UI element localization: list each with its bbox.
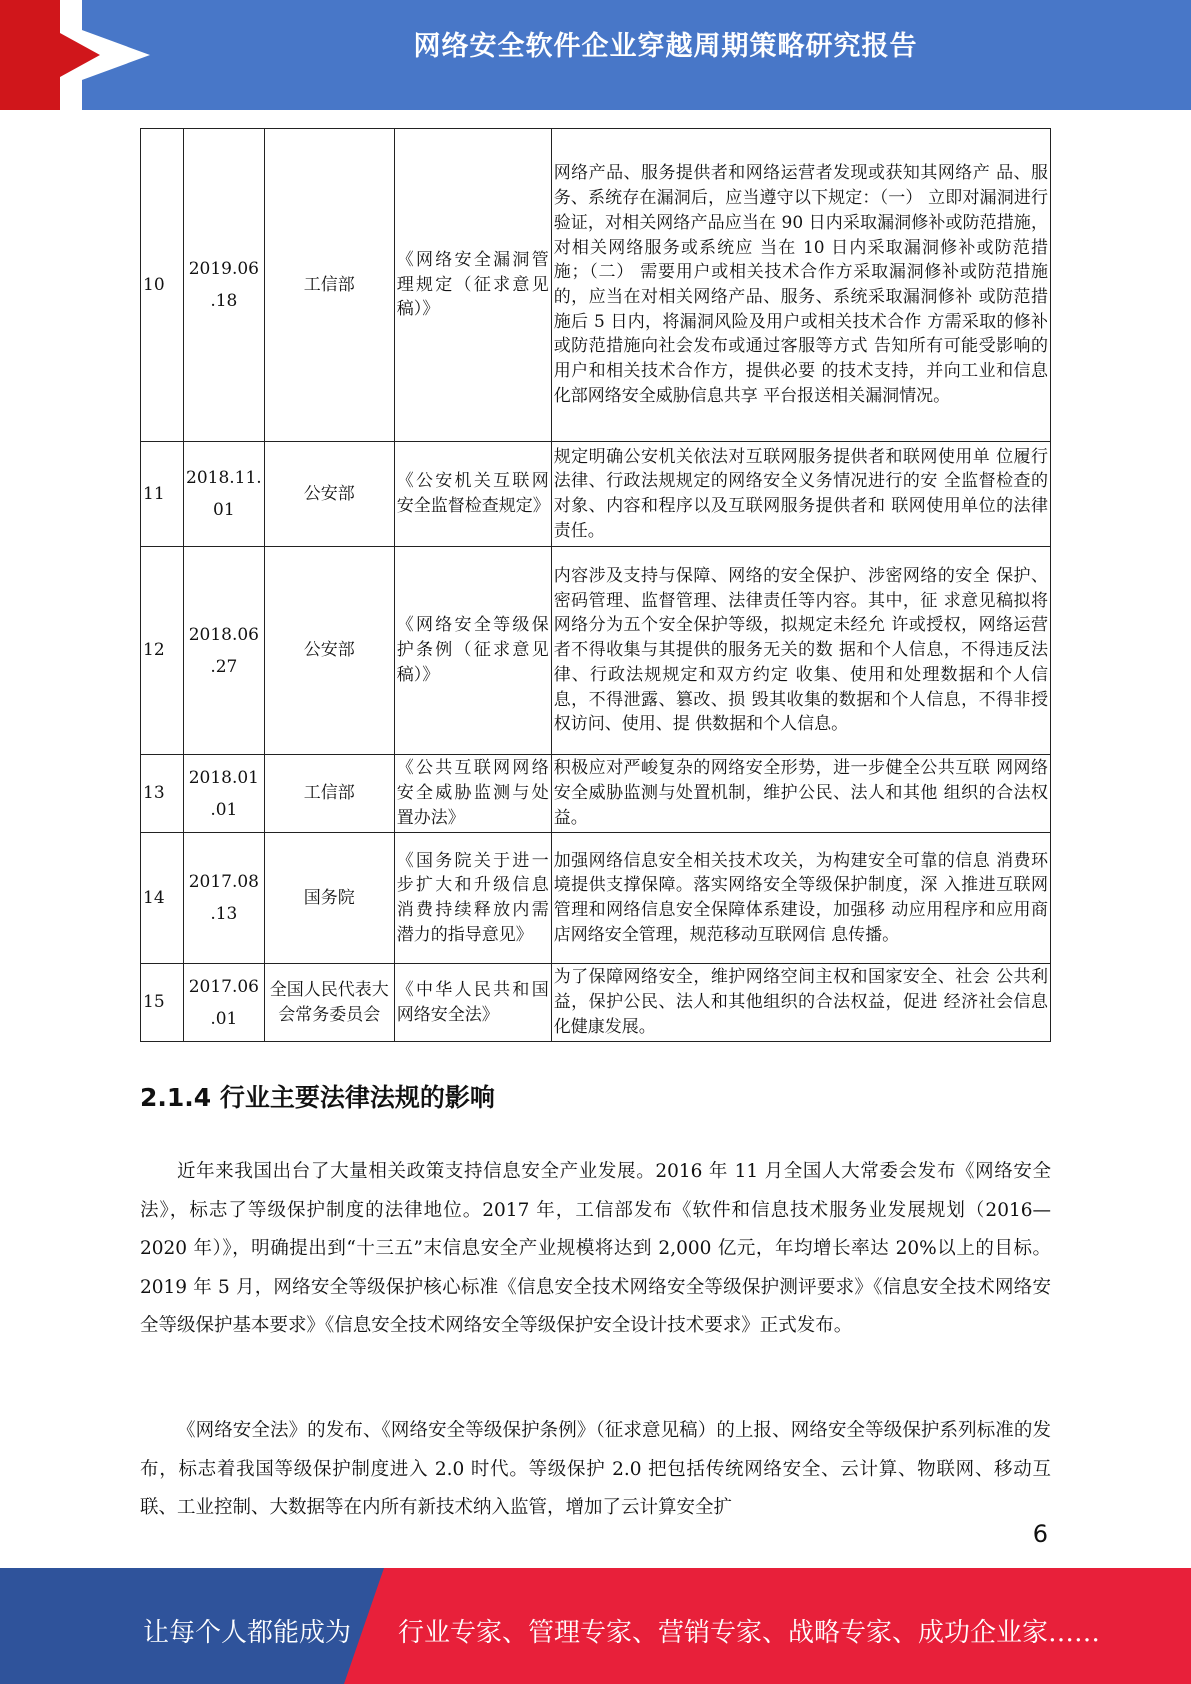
row-date	[184, 442, 265, 547]
table-row	[141, 442, 1051, 547]
row-date-part-2: .27	[210, 656, 238, 677]
row-date-part-1: 2018.06	[188, 624, 259, 645]
row-date-part-1: 2019.06	[188, 259, 259, 279]
header-red-block	[0, 0, 60, 110]
row-content: 积极应对严峻复杂的网络安全形势，进一步健全公共互联 网网络安全威胁监测与处置机制，维护公民、法人和其他 组织的合法权益。	[551, 755, 1050, 833]
report-title: 网络安全软件企业穿越周期策略研究报告	[413, 31, 918, 62]
row-department: 工信部	[264, 129, 394, 442]
row-date-part-2: .13	[210, 904, 238, 924]
row-date	[184, 547, 265, 755]
row-number: 10	[141, 129, 184, 442]
row-number: 14	[141, 833, 184, 964]
row-date-part-2: .01	[210, 1008, 238, 1029]
row-content: 规定明确公安机关依法对互联网服务提供者和联网使用单 位履行法律、行政法规规定的网络安全义务情况进行的安 全监督检查的对象、内容和程序以及互联网服务提供者和 联网使用单位的法律责任。	[551, 442, 1050, 547]
table-row	[141, 964, 1051, 1042]
page-header	[0, 0, 1191, 110]
regulation-table	[140, 128, 1051, 1042]
table-row	[141, 755, 1051, 833]
row-regulation-name: 《国务院关于进一步扩大和升级信息消费持续释放内需潜力的指导意见》	[394, 833, 551, 964]
footer-slogan-left: 让每个人都能成为	[143, 1618, 352, 1648]
paragraph-2: 《网络安全法》的发布、《网络安全等级保护条例》（征求意见稿）的上报、网络安全等级保护系列标准的发布，标志着我国等级保护制度进入 2.0 时代。等级保护 2.0 把包括传统网络安全、云计算、物联网、移动互联、工业控制、大数据等在内所有新技术纳入监管，增加了云计算安全扩	[140, 1420, 1051, 1518]
row-department: 全国人民代表大会常务委员会	[264, 964, 394, 1042]
table-row	[141, 547, 1051, 755]
row-date	[184, 129, 265, 442]
row-department: 工信部	[264, 755, 394, 833]
row-regulation-name: 《网络安全漏洞管理规定（征求意见稿）》	[394, 129, 551, 442]
row-date-part-2: .01	[210, 799, 238, 820]
paragraph-1: 近年来我国出台了大量相关政策支持信息安全产业发展。2016 年 11 月全国人大常委会发布《网络安全法》，标志了等级保护制度的法律地位。2017 年，工信部发布《软件和信息技术服务业发展规划（2016—2020 年）》，明确提出到“十三五”末信息安全产业规模将达到 2,000 亿元，年均增长率达 20%以上的目标。2019 年 5 月，网络安全等级保护核心标准《信息安全技术网络安全等级保护测评要求》《信息安全技术网络安全等级保护基本要求》《信息安全技术网络安全等级保护安全设计技术要求》正式发布。	[140, 1161, 1051, 1336]
row-date-part-1: 2018.01	[188, 767, 259, 788]
row-department: 公安部	[264, 442, 394, 547]
row-regulation-name: 《公安机关互联网安全监督检查规定》	[394, 442, 551, 547]
footer-slogan-right: 行业专家、管理专家、营销专家、战略专家、成功企业家……	[398, 1618, 1101, 1648]
row-date	[184, 964, 265, 1042]
row-department: 国务院	[264, 833, 394, 964]
row-date-part-2: 01	[213, 500, 235, 520]
row-date	[184, 755, 265, 833]
table-row	[141, 833, 1051, 964]
row-number: 15	[141, 964, 184, 1042]
row-regulation-name: 《中华人民共和国网络安全法》	[394, 964, 551, 1042]
row-number: 12	[141, 547, 184, 755]
row-number: 11	[141, 442, 184, 547]
row-content: 网络产品、服务提供者和网络运营者发现或获知其网络产 品、服务、系统存在漏洞后，应当遵守以下规定：（一） 立即对漏洞进行验证，对相关网络产品应当在 90 日内采取漏洞修补或防范措施，对相关网络服务或系统应 当在 10 日内采取漏洞修补或防范措施；（二） 需要用户或相关技术合作方采取漏洞修补或防范措施的，应当在对相关网络产品、服务、系统采取漏洞修补 或防范措施后 5 日内，将漏洞风险及用户或相关技术合作 方需采取的修补或防范措施向社会发布或通过客服等方式 告知所有可能受影响的用户和相关技术合作方，提供必要 的技术支持，并向工业和信息化部网络安全威胁信息共享 平台报送相关漏洞情况。	[551, 129, 1050, 442]
page-footer	[0, 1568, 1191, 1684]
row-regulation-name: 《网络安全等级保护条例（征求意见稿）》	[394, 547, 551, 755]
row-date-part-2: .18	[210, 291, 238, 311]
row-content: 加强网络信息安全相关技术攻关，为构建安全可靠的信息 消费环境提供支撑保障。落实网络安全等级保护制度，深 入推进互联网管理和网络信息安全保障体系建设，加强移 动应用程序和应用商店网络安全管理，规范移动互联网信 息传播。	[551, 833, 1050, 964]
row-date-part-1: 2017.08	[188, 872, 259, 892]
section-heading: 2.1.4 行业主要法律法规的影响	[140, 1083, 495, 1112]
table-row	[141, 129, 1051, 442]
page-number: 6	[1032, 1520, 1048, 1548]
row-date-part-1: 2018.11.	[186, 468, 262, 488]
row-content: 为了保障网络安全，维护网络空间主权和国家安全、社会 公共利益，保护公民、法人和其他组织的合法权益，促进 经济社会信息化健康发展。	[551, 964, 1050, 1042]
row-regulation-name: 《公共互联网网络安全威胁监测与处置办法》	[394, 755, 551, 833]
row-department: 公安部	[264, 547, 394, 755]
row-date	[184, 833, 265, 964]
row-date-part-1: 2017.06	[188, 976, 259, 997]
row-number: 13	[141, 755, 184, 833]
row-content: 内容涉及支持与保障、网络的安全保护、涉密网络的安全 保护、密码管理、监督管理、法律责任等内容。其中，征 求意见稿拟将网络分为五个安全保护等级，拟规定未经允 许或授权，网络运营者不得收集与其提供的服务无关的数 据和个人信息，不得违反法律、行政法规规定和双方约定 收集、使用和处理数据和个人信息，不得泄露、篡改、损 毁其收集的数据和个人信息，不得非授权访问、使用、提 供数据和个人信息。	[551, 547, 1050, 755]
